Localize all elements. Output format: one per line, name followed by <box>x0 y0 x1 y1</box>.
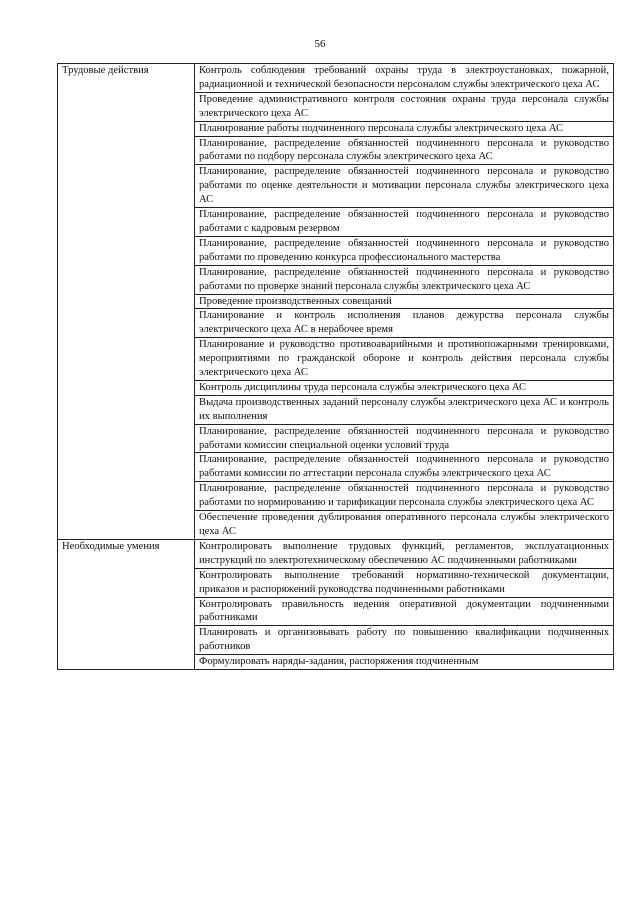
row-text: Планирование, распределение обязанностей подчиненного персонала и руководство работами комиссии специальной оценки условий труда <box>195 424 614 453</box>
row-text: Проведение административного контроля состояния охраны труда персонала службы электрического цеха АС <box>195 92 614 121</box>
row-text: Выдача производственных заданий персоналу службы электрического цеха АС и контроль их выполнения <box>195 395 614 424</box>
row-text: Планирование и руководство противоаварийными и противопожарными тренировками, мероприятиями по гражданской обороне и контроль действия персонала службы электрического цеха АС <box>195 338 614 381</box>
row-text: Планирование работы подчиненного персонала службы электрического цеха АС <box>195 121 614 136</box>
section-label: Необходимые умения <box>58 539 195 669</box>
table-body <box>58 64 614 670</box>
row-text: Планирование, распределение обязанностей подчиненного персонала и руководство работами по оценке деятельности и мотивации персонала службы электрического цеха АС <box>195 165 614 208</box>
row-text: Контроль дисциплины труда персонала службы электрического цеха АС <box>195 380 614 395</box>
row-text: Контроль соблюдения требований охраны труда в электроустановках, пожарной, радиационной и технической безопасности персоналом службы электрического цеха АС <box>195 64 614 93</box>
row-text: Планирование, распределение обязанностей подчиненного персонала и руководство работами комиссии по аттестации персонала службы электрического цеха АС <box>195 453 614 482</box>
qualification-table <box>57 63 614 670</box>
section-label: Трудовые действия <box>58 64 195 540</box>
row-text: Контролировать выполнение требований нормативно-технической документации, приказов и распоряжений руководства подчиненными работниками <box>195 568 614 597</box>
row-text: Планирование, распределение обязанностей подчиненного персонала и руководство работами по подбору персонала службы электрического цеха АС <box>195 136 614 165</box>
row-text: Планировать и организовывать работу по повышению квалификации подчиненных работников <box>195 626 614 655</box>
row-text: Планирование, распределение обязанностей подчиненного персонала и руководство работами по проведению конкурса профессионального мастерства <box>195 236 614 265</box>
row-text: Проведение производственных совещаний <box>195 294 614 309</box>
row-text: Планирование и контроль исполнения планов дежурства персонала службы электрического цеха АС в нерабочее время <box>195 309 614 338</box>
row-text: Контролировать выполнение трудовых функций, регламентов, эксплуатационных инструкций по электротехническому обеспечению АС подчиненными работниками <box>195 539 614 568</box>
page-number: 56 <box>314 38 326 50</box>
row-text: Обеспечение проведения дублирования оперативного персонала службы электрического цеха АС <box>195 511 614 540</box>
row-text: Контролировать правильность ведения оперативной документации подчиненными работниками <box>195 597 614 626</box>
row-text: Планирование, распределение обязанностей подчиненного персонала и руководство работами по проверке знаний персонала службы электрического цеха АС <box>195 265 614 294</box>
table-row <box>58 539 614 568</box>
row-text: Планирование, распределение обязанностей подчиненного персонала и руководство работами по нормированию и тарификации персонала службы электрического цеха АС <box>195 482 614 511</box>
row-text: Формулировать наряды-задания, распоряжения подчиненным <box>195 655 614 670</box>
row-text: Планирование, распределение обязанностей подчиненного персонала и руководство работами с кадровым резервом <box>195 208 614 237</box>
table-row <box>58 64 614 93</box>
